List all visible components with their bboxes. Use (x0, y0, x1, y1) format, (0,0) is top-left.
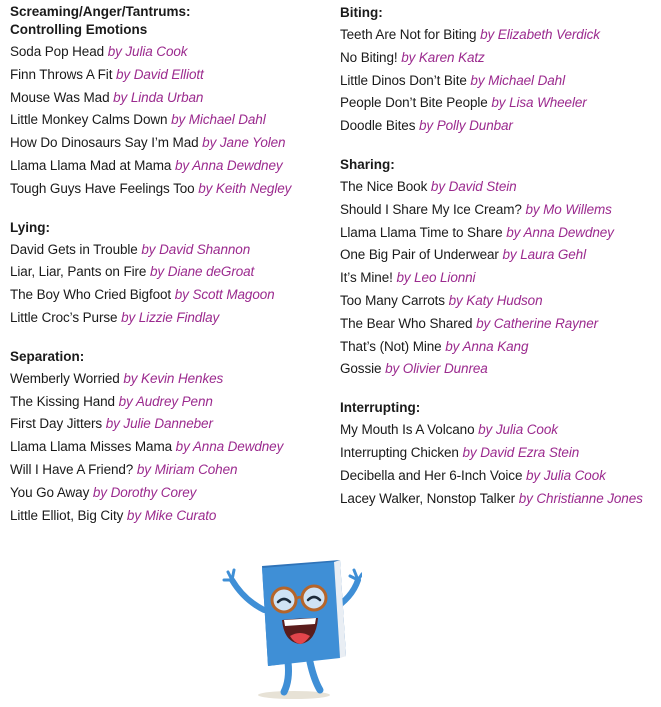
book-item (340, 222, 661, 245)
book-item (340, 336, 661, 359)
section-heading: Sharing: (340, 156, 395, 172)
section-heading: Interrupting: (340, 400, 421, 416)
book-title: Liar, Liar, Pants on Fire (10, 264, 147, 280)
book-item (10, 178, 335, 201)
book-list (10, 368, 335, 528)
book-item (340, 92, 661, 115)
section-screaming (10, 3, 335, 201)
mascot-left-leg (284, 662, 289, 692)
book-author: by Mike Curato (126, 507, 217, 523)
book-item (10, 413, 335, 436)
section-lying (10, 218, 335, 330)
book-title: Llama Llama Mad at Mama (10, 157, 172, 173)
section-heading: Lying: (10, 219, 50, 235)
book-author: by Anna Dewdney (174, 157, 283, 173)
section-heading: Separation: (10, 348, 85, 364)
book-author: by Mo Willems (525, 201, 612, 217)
book-item (340, 70, 661, 93)
book-title: The Bear Who Shared (340, 315, 473, 331)
book-item (10, 391, 335, 414)
book-author: by Anna Dewdney (506, 224, 614, 240)
book-title: First Day Jitters (10, 416, 103, 432)
section-biting (340, 3, 661, 138)
section-heading: Screaming/Anger/Tantrums: (10, 4, 191, 19)
book-author: by Jane Yolen (202, 135, 286, 151)
book-author: by Michael Dahl (470, 72, 565, 88)
mascot-left-hand (224, 570, 234, 580)
book-title: Should I Share My Ice Cream? (340, 201, 522, 217)
book-author: by David Ezra Stein (462, 444, 580, 460)
book-title: Llama Llama Misses Mama (10, 439, 173, 455)
book-title: It’s Mine! (340, 270, 393, 286)
book-title: Gossie (340, 361, 382, 377)
book-title: Wemberly Worried (10, 370, 120, 386)
book-title: Interrupting Chicken (340, 444, 459, 460)
book-title: Doodle Bites (340, 118, 416, 134)
book-list (10, 41, 335, 201)
book-item (340, 199, 661, 222)
book-title: Soda Pop Head (10, 44, 105, 59)
book-title: Too Many Carrots (340, 292, 445, 308)
mascot-book-cover (262, 562, 340, 666)
book-title: One Big Pair of Underwear (340, 247, 499, 263)
book-list (340, 419, 661, 510)
section-separation (10, 347, 335, 528)
book-title: People Don’t Bite People (340, 95, 488, 111)
book-author: by Julie Danneber (105, 416, 213, 432)
book-author: by Polly Dunbar (419, 118, 513, 134)
book-list (340, 24, 661, 138)
book-author: by Elizabeth Verdick (480, 27, 600, 42)
book-author: by Olivier Dunrea (385, 361, 488, 377)
book-item (10, 307, 335, 330)
book-author: by Audrey Penn (118, 393, 213, 409)
book-item (10, 109, 335, 132)
book-title: Little Monkey Calms Down (10, 112, 168, 128)
book-item (10, 132, 335, 155)
book-title: Will I Have A Friend? (10, 461, 134, 477)
right-column (340, 3, 661, 527)
book-title: Mouse Was Mad (10, 89, 110, 105)
book-title: David Gets in Trouble (10, 241, 138, 257)
book-item (10, 482, 335, 505)
book-author: by Kevin Henkes (123, 370, 224, 386)
book-author: by Leo Lionni (396, 270, 476, 286)
book-author: by Scott Magoon (174, 287, 275, 303)
book-item (10, 261, 335, 284)
book-title: Little Dinos Don’t Bite (340, 72, 467, 88)
book-author: by Miriam Cohen (136, 461, 238, 477)
book-author: by Julia Cook (107, 44, 188, 59)
book-author: by Diane deGroat (149, 264, 255, 280)
book-mascot-icon (222, 558, 362, 700)
book-item (340, 176, 661, 199)
book-item (10, 64, 335, 87)
book-item (340, 488, 661, 511)
section-interrupting (340, 398, 661, 510)
book-title: Finn Throws A Fit (10, 66, 113, 82)
book-title: Decibella and Her 6-Inch Voice (340, 467, 523, 483)
section-sharing (340, 155, 661, 381)
book-item (340, 358, 661, 381)
book-item (340, 313, 661, 336)
book-author: by Linda Urban (113, 89, 204, 105)
book-item (10, 368, 335, 391)
book-list (10, 239, 335, 330)
book-item (340, 290, 661, 313)
book-item (340, 419, 661, 442)
book-author: by Dorothy Corey (92, 484, 197, 500)
book-title: You Go Away (10, 484, 90, 500)
book-list (340, 176, 661, 381)
book-title: The Nice Book (340, 178, 428, 194)
book-author: by Julia Cook (478, 422, 558, 438)
book-title: Lacey Walker, Nonstop Talker (340, 490, 516, 506)
book-item (10, 436, 335, 459)
book-author: by Katy Hudson (448, 292, 543, 308)
book-author: by Lisa Wheeler (491, 95, 587, 111)
mascot-right-leg (310, 662, 320, 690)
book-title: The Boy Who Cried Bigfoot (10, 287, 172, 303)
book-item (10, 87, 335, 110)
book-title: The Kissing Hand (10, 393, 115, 409)
book-author: by Anna Dewdney (175, 439, 284, 455)
book-item (10, 155, 335, 178)
book-item (10, 41, 335, 64)
book-title: Little Elliot, Big City (10, 507, 124, 523)
book-author: by Lizzie Findlay (121, 309, 220, 325)
book-item (340, 24, 661, 47)
book-author: by Christianne Jones (518, 490, 643, 506)
book-item (340, 442, 661, 465)
book-title: Llama Llama Time to Share (340, 224, 503, 240)
mascot-right-hand (350, 570, 362, 580)
book-item (340, 244, 661, 267)
section-heading: Biting: (340, 5, 383, 20)
book-author: by David Stein (430, 178, 517, 194)
section-subheading: Controlling Emotions (10, 22, 148, 37)
book-item (10, 459, 335, 482)
book-title: Teeth Are Not for Biting (340, 27, 477, 42)
book-author: by Michael Dahl (171, 112, 266, 128)
book-author: by Anna Kang (445, 338, 529, 354)
book-title: That’s (Not) Mine (340, 338, 442, 354)
book-item (340, 267, 661, 290)
book-title: How Do Dinosaurs Say I’m Mad (10, 135, 199, 151)
mascot-left-arm (232, 580, 264, 610)
book-title: No Biting! (340, 49, 398, 65)
book-item (10, 284, 335, 307)
book-item (340, 115, 661, 138)
book-author: by Catherine Rayner (476, 315, 598, 331)
book-title: My Mouth Is A Volcano (340, 422, 475, 438)
book-title: Tough Guys Have Feelings Too (10, 180, 195, 196)
book-author: by David Shannon (141, 241, 251, 257)
book-item (10, 505, 335, 528)
book-author: by Karen Katz (401, 49, 485, 65)
book-title: Little Croc’s Purse (10, 309, 118, 325)
left-column (10, 3, 335, 544)
book-author: by David Elliott (116, 66, 204, 82)
book-author: by Julia Cook (526, 467, 606, 483)
book-author: by Keith Negley (198, 180, 292, 196)
book-item (10, 239, 335, 262)
book-author: by Laura Gehl (502, 247, 586, 263)
book-item (340, 465, 661, 488)
book-item (340, 47, 661, 70)
